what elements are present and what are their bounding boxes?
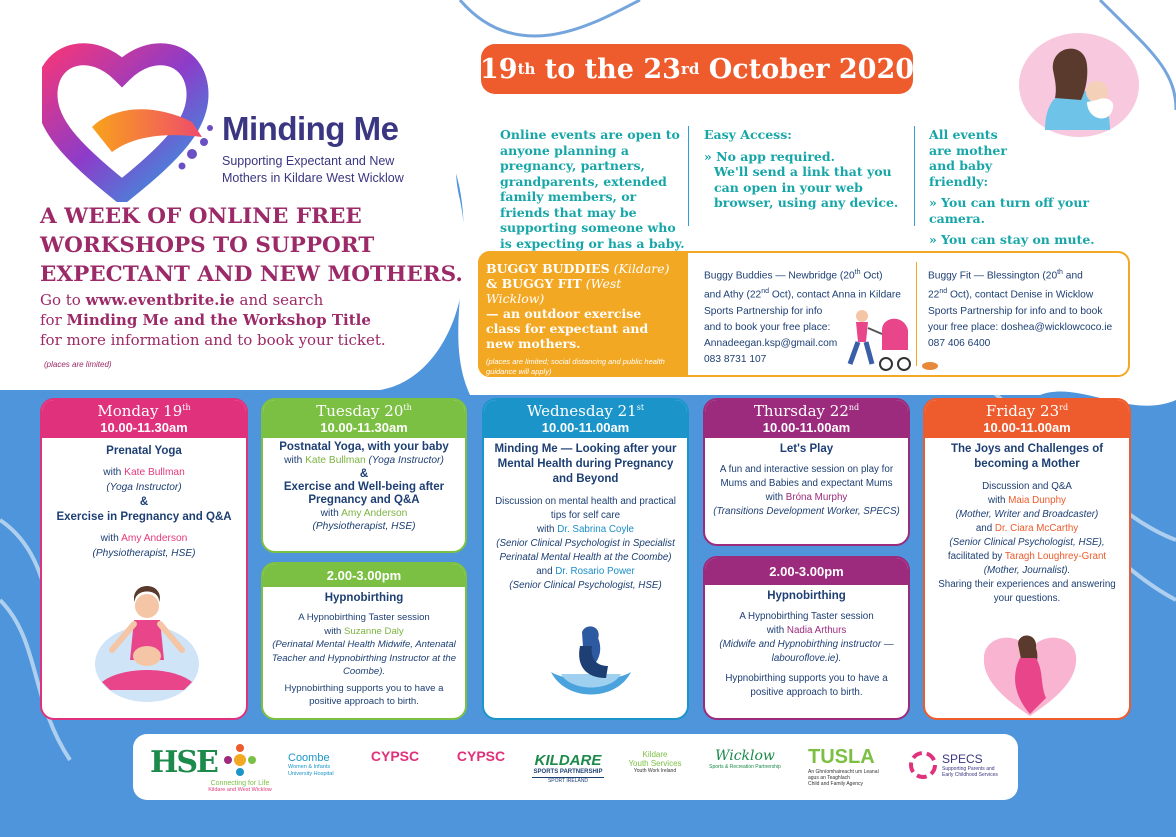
buggy-fit-email[interactable]: your free place: doshea@wicklowcoco.ie [928, 321, 1113, 333]
yoga-illustration [92, 584, 202, 704]
hse-logo: HSE [150, 745, 217, 780]
tuesday-afternoon-card: 2.00-3.00pm Hypnobirthing A Hypnobirthing Taster session with Suzanne Daly (Perinatal Mental Health Midwife, Antenatal Teacher and Hypnobirthing Instructor at the Coombe). Hypnobirthing supports you to have a positive approach to birth. [261, 562, 467, 720]
monday-card: Monday 19th 10.00-11.30am Prenatal Yoga with Kate Bullman (Yoga Instructor) & Exercise in Pregnancy and Q&A with Amy Anderson (Physiotherapist, HSE) [40, 398, 248, 720]
kildare-sports-partnership-logo: KILDARE SPORTS PARTNERSHIP SPORT IRELAND [533, 752, 603, 784]
monday-session-title: Prenatal Yoga [106, 445, 182, 457]
thursday-card: Thursday 22nd 10.00-11.00am Let's Play A fun and interactive session on play for Mums and Babies and expectant Mums with Bróna Murphy (Transitions Development Worker, SPECS) [703, 398, 910, 546]
info-baby-friendly: All events are mother and baby friendly: » You can turn off your camera. » You can stay on mute. [929, 127, 1095, 247]
buggy-buddies-details: Buggy Buddies — Newbridge (20th Oct) and Athy (22nd Oct), contact Anna in Kildare Sports Partnership for info and to book your free place: Annadeegan.ksp@gmail.com 083 8731 107 [704, 265, 914, 368]
thursday-afternoon-card: 2.00-3.00pm Hypnobirthing A Hypnobirthing Taster session with Nadia Arthurs (Midwife and Hypnobirthing instructor — labouroflove.ie). Hypnobirthing supports you to have a positive approach to birth. [703, 556, 910, 720]
buggy-runner-illustration [842, 306, 942, 374]
tuesday-card: Tuesday 20th 10.00-11.30am Postnatal Yoga, with your baby with Kate Bullman (Yoga Instructor) & Exercise and Well-being after Pregnancy and Q&A with Amy Anderson (Physiotherapist, HSE) [261, 398, 467, 553]
connecting-for-life-logo: Connecting for Life Kildare and West Wicklow [205, 742, 275, 793]
pregnant-mother-heart-illustration [980, 628, 1080, 718]
friday-session-title: The Joys and Challenges of becoming a Mother [950, 443, 1104, 470]
coombe-logo: Coombe Women & Infants University Hospital [288, 752, 334, 777]
places-limited-note: (places are limited) [44, 360, 112, 369]
buggy-fit-phone: 087 406 6400 [928, 337, 991, 349]
tuesday-session-title: Postnatal Yoga, with your baby [279, 441, 449, 453]
info-divider [688, 126, 689, 226]
cypsc-logo-2: CYPSC [456, 748, 506, 764]
cypsc-logo-1: CYPSC [370, 748, 420, 764]
info-easy-access: Easy Access: » No app required. We'll send a link that you can open in your web browser, using any device. [704, 127, 899, 210]
buggy-divider [916, 262, 917, 366]
kildare-youth-services-logo: Kildare Youth Services Youth Work Ireland [628, 750, 682, 774]
buggy-buddies-phone: 083 8731 107 [704, 353, 767, 365]
info-open-to: Online events are open to anyone planning a pregnancy, partners, grandparents, extended family members, or friends that may be supporting someone who is expecting or has a baby. [500, 127, 685, 251]
brand-tagline: Supporting Expectant and New Mothers in Kildare West Wicklow [222, 154, 404, 185]
specs-circle-icon [906, 748, 940, 782]
page-headline: A WEEK OF ONLINE FREE WORKSHOPS TO SUPPORT EXPECTANT AND NEW MOTHERS. [40, 204, 463, 287]
buggy-buddies-email[interactable]: Annadeegan.ksp@gmail.com [704, 337, 838, 349]
buggy-fit-details: Buggy Fit — Blessington (20th and 22nd Oct), contact Denise in Wicklow Sports Partnership for info and to book your free place: doshea@wicklowcoco.ie 087 406 6400 [928, 265, 1128, 352]
minding-me-heart-logo [42, 42, 222, 202]
thursday-session-title: Let's Play [779, 443, 834, 455]
mother-baby-illustration [1015, 30, 1143, 140]
event-dates-banner: 19 th to the 23 rd October 2020 [481, 44, 913, 94]
wicklow-sports-partnership-logo: Wicklow Sports & Recreation Partnership [709, 748, 781, 770]
relaxing-mother-illustration [546, 622, 636, 712]
info-divider [914, 126, 915, 226]
wednesday-card: Wednesday 21st 10.00-11.00am Minding Me — Looking after your Mental Health during Pregnancy and Beyond Discussion on mental health and practical tips for self care with Dr. Sabrina Coyle (Senior Clinical Psychologist in Specialist Perinatal Mental Health at the Coombe) and Dr. Rosario Power (Senior Clinical Psychologist, HSE) [482, 398, 689, 720]
friday-card: Friday 23rd 10.00-11.00am The Joys and Challenges of becoming a Mother Discussion and Q&A with Maia Dunphy (Mother, Writer and Broadcaster) and Dr. Ciara McCarthy (Senior Clinical Psychologist, HSE), facilitated by Taragh Loughrey-Grant (Mother, Journalist). Sharing their experiences and answering your questions. [923, 398, 1131, 720]
specs-logo: SPECS Supporting Parents and Early Childhood Services [906, 748, 1006, 782]
sunburst-icon [222, 742, 258, 778]
booking-instructions: Go to www.eventbrite.ie and search for Minding Me and the Workshop Title for more information and to book your ticket. [40, 291, 386, 349]
brand-name: Minding Me [222, 110, 399, 147]
buggy-title-panel: BUGGY BUDDIES (Kildare) & BUGGY FIT (West Wicklow) — an outdoor exercise class for expectant and new mothers. (places are limited; social distancing and public health guidance will apply) [478, 251, 688, 377]
tusla-logo: TUSLA An Ghníomhaireacht um Leanaí agus an Teaghlach Child and Family Agency [808, 746, 879, 787]
wednesday-session-title: Minding Me — Looking after your Mental Health during Pregnancy and Beyond [494, 443, 677, 485]
eventbrite-link[interactable]: www.eventbrite.ie [85, 291, 235, 309]
